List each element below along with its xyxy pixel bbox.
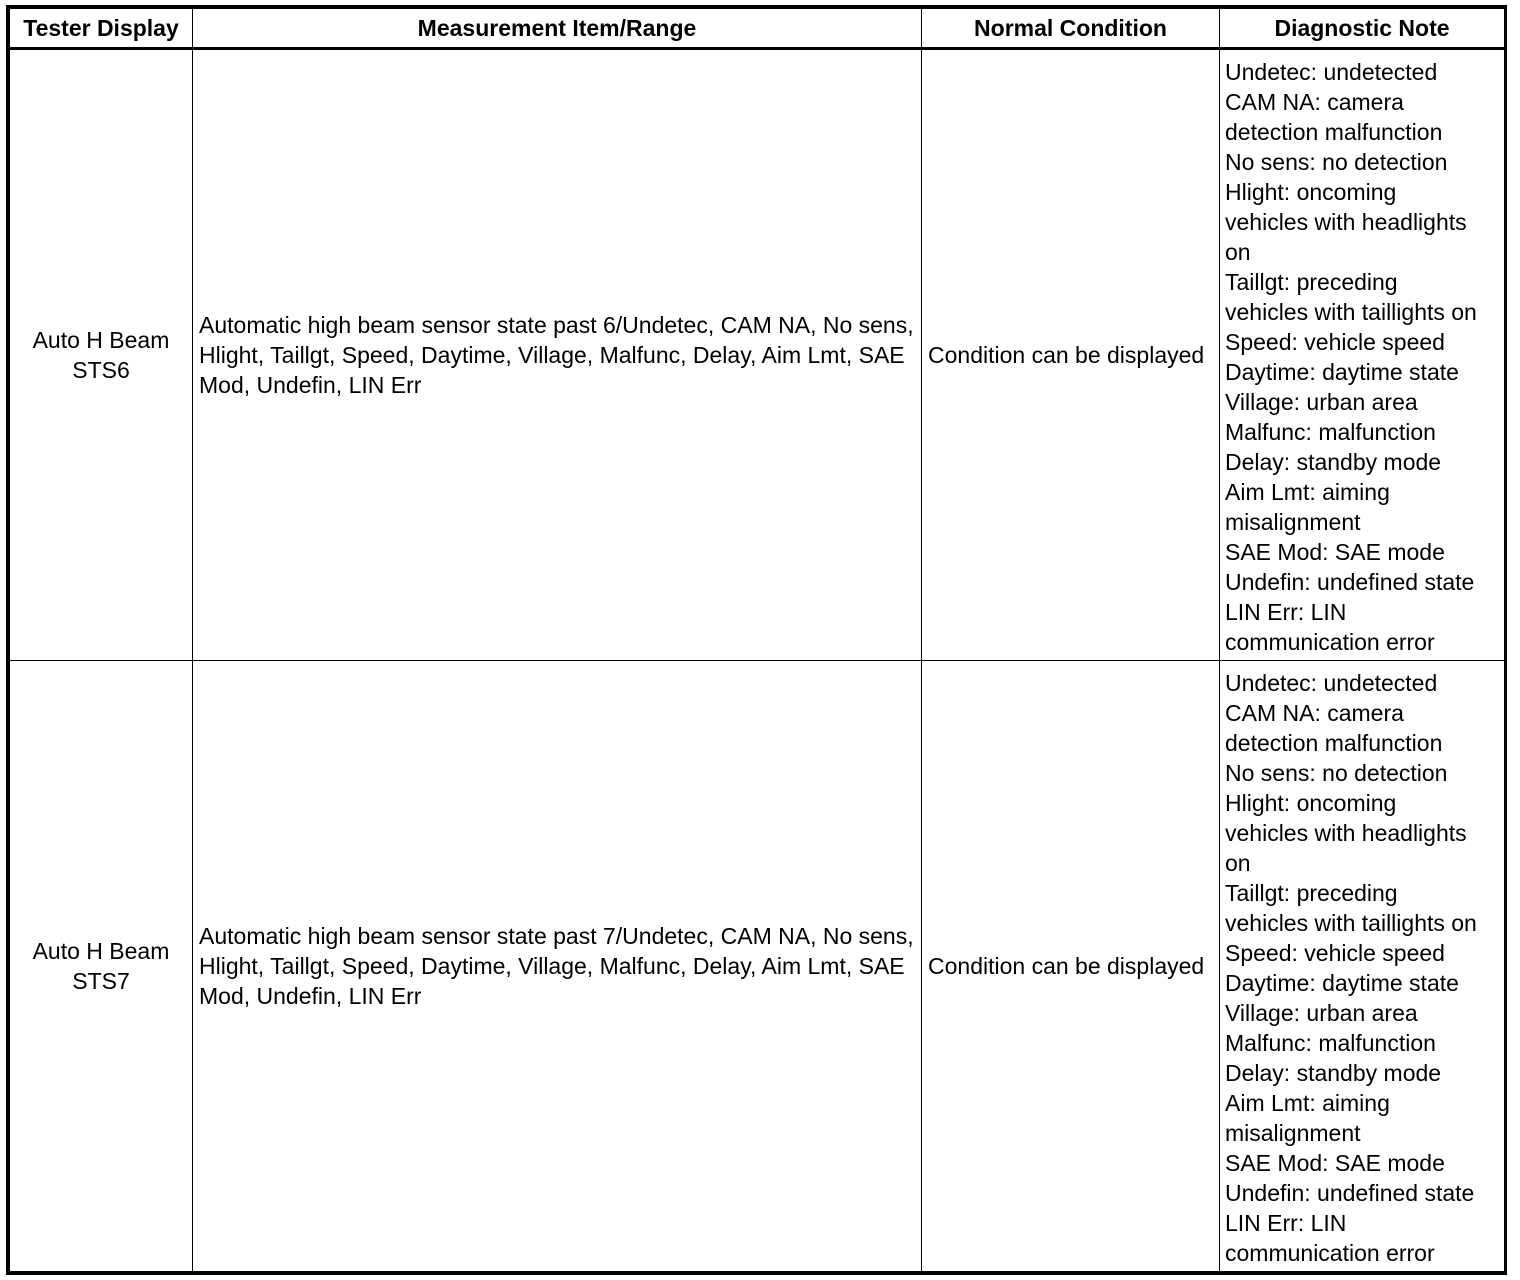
measurement-range-cell: Automatic high beam sensor state past 7/Undetec, CAM NA, No sens, Hlight, Taillgt, Speed, Daytime, Village, Malfunc, Delay, Aim Lmt, SAE Mod, Undefin, LIN Err	[193, 660, 922, 1272]
diagnostic-note-cell	[1220, 49, 1505, 661]
diagnostic-note-line: on	[1225, 238, 1251, 265]
diagnostic-note-line: LIN Err: LIN	[1225, 598, 1347, 625]
diagnostic-note-line: Undetec: undetected	[1225, 669, 1438, 696]
diagnostic-note-line: Delay: standby mode	[1225, 1059, 1442, 1086]
tester-display-line-2: STS6	[72, 356, 130, 383]
diagnostic-note-line: Hlight: oncoming	[1225, 178, 1397, 205]
diagnostic-data-table	[9, 8, 1505, 1272]
diagnostic-note-line: Undetec: undetected	[1225, 58, 1438, 85]
diagnostic-data-table-frame	[6, 5, 1507, 1275]
diagnostic-note-line: misalignment	[1225, 508, 1361, 535]
tester-display-line-2: STS7	[72, 967, 130, 994]
diagnostic-note-line: Daytime: daytime state	[1225, 969, 1459, 996]
diagnostic-note-line: Speed: vehicle speed	[1225, 328, 1445, 355]
header-normal-condition: Normal Condition	[922, 9, 1220, 49]
table-row	[10, 660, 1505, 1272]
header-measurement-item: Measurement Item/Range	[193, 9, 922, 49]
diagnostic-note-line: Delay: standby mode	[1225, 448, 1442, 475]
diagnostic-note-line: vehicles with taillights on	[1225, 298, 1477, 325]
tester-display-cell	[10, 660, 193, 1272]
diagnostic-note-line: Taillgt: preceding	[1225, 879, 1398, 906]
diagnostic-note-line: vehicles with headlights	[1225, 819, 1467, 846]
diagnostic-note-line: Undefin: undefined state	[1225, 1179, 1475, 1206]
tester-display-line-1: Auto H Beam	[32, 937, 170, 964]
diagnostic-note-line: CAM NA: camera	[1225, 699, 1404, 726]
diagnostic-note-line: Undefin: undefined state	[1225, 568, 1475, 595]
diagnostic-note-line: Daytime: daytime state	[1225, 358, 1459, 385]
diagnostic-note-line: Malfunc: malfunction	[1225, 1029, 1436, 1056]
diagnostic-note-line: SAE Mod: SAE mode	[1225, 538, 1445, 565]
header-diagnostic-note: Diagnostic Note	[1220, 9, 1505, 49]
diagnostic-note-line: vehicles with taillights on	[1225, 909, 1477, 936]
table-header-row	[10, 9, 1505, 49]
diagnostic-note-line: detection malfunction	[1225, 729, 1443, 756]
diagnostic-note-line: communication error	[1225, 628, 1435, 655]
diagnostic-note-cell	[1220, 660, 1505, 1272]
tester-display-line-1: Auto H Beam	[32, 326, 170, 353]
diagnostic-note-line: Taillgt: preceding	[1225, 268, 1398, 295]
diagnostic-note-line: misalignment	[1225, 1119, 1361, 1146]
diagnostic-note-line: Hlight: oncoming	[1225, 789, 1397, 816]
diagnostic-note-line: communication error	[1225, 1239, 1435, 1266]
diagnostic-note-line: CAM NA: camera	[1225, 88, 1404, 115]
tester-display-cell	[10, 49, 193, 661]
diagnostic-note-line: LIN Err: LIN	[1225, 1209, 1347, 1236]
diagnostic-note-line: Village: urban area	[1225, 388, 1418, 415]
diagnostic-note-line: Aim Lmt: aiming	[1225, 478, 1390, 505]
diagnostic-note-line: No sens: no detection	[1225, 759, 1448, 786]
diagnostic-note-line: on	[1225, 849, 1251, 876]
normal-condition-cell: Condition can be displayed	[922, 660, 1220, 1272]
normal-condition-cell: Condition can be displayed	[922, 49, 1220, 661]
diagnostic-note-line: Village: urban area	[1225, 999, 1418, 1026]
measurement-range-cell: Automatic high beam sensor state past 6/Undetec, CAM NA, No sens, Hlight, Taillgt, Speed, Daytime, Village, Malfunc, Delay, Aim Lmt, SAE Mod, Undefin, LIN Err	[193, 49, 922, 661]
diagnostic-note-line: Speed: vehicle speed	[1225, 939, 1445, 966]
diagnostic-note-line: Aim Lmt: aiming	[1225, 1089, 1390, 1116]
table-row	[10, 49, 1505, 661]
diagnostic-note-line: Malfunc: malfunction	[1225, 418, 1436, 445]
diagnostic-note-line: detection malfunction	[1225, 118, 1443, 145]
header-tester-display: Tester Display	[10, 9, 193, 49]
diagnostic-note-line: SAE Mod: SAE mode	[1225, 1149, 1445, 1176]
diagnostic-note-line: No sens: no detection	[1225, 148, 1448, 175]
diagnostic-note-line: vehicles with headlights	[1225, 208, 1467, 235]
